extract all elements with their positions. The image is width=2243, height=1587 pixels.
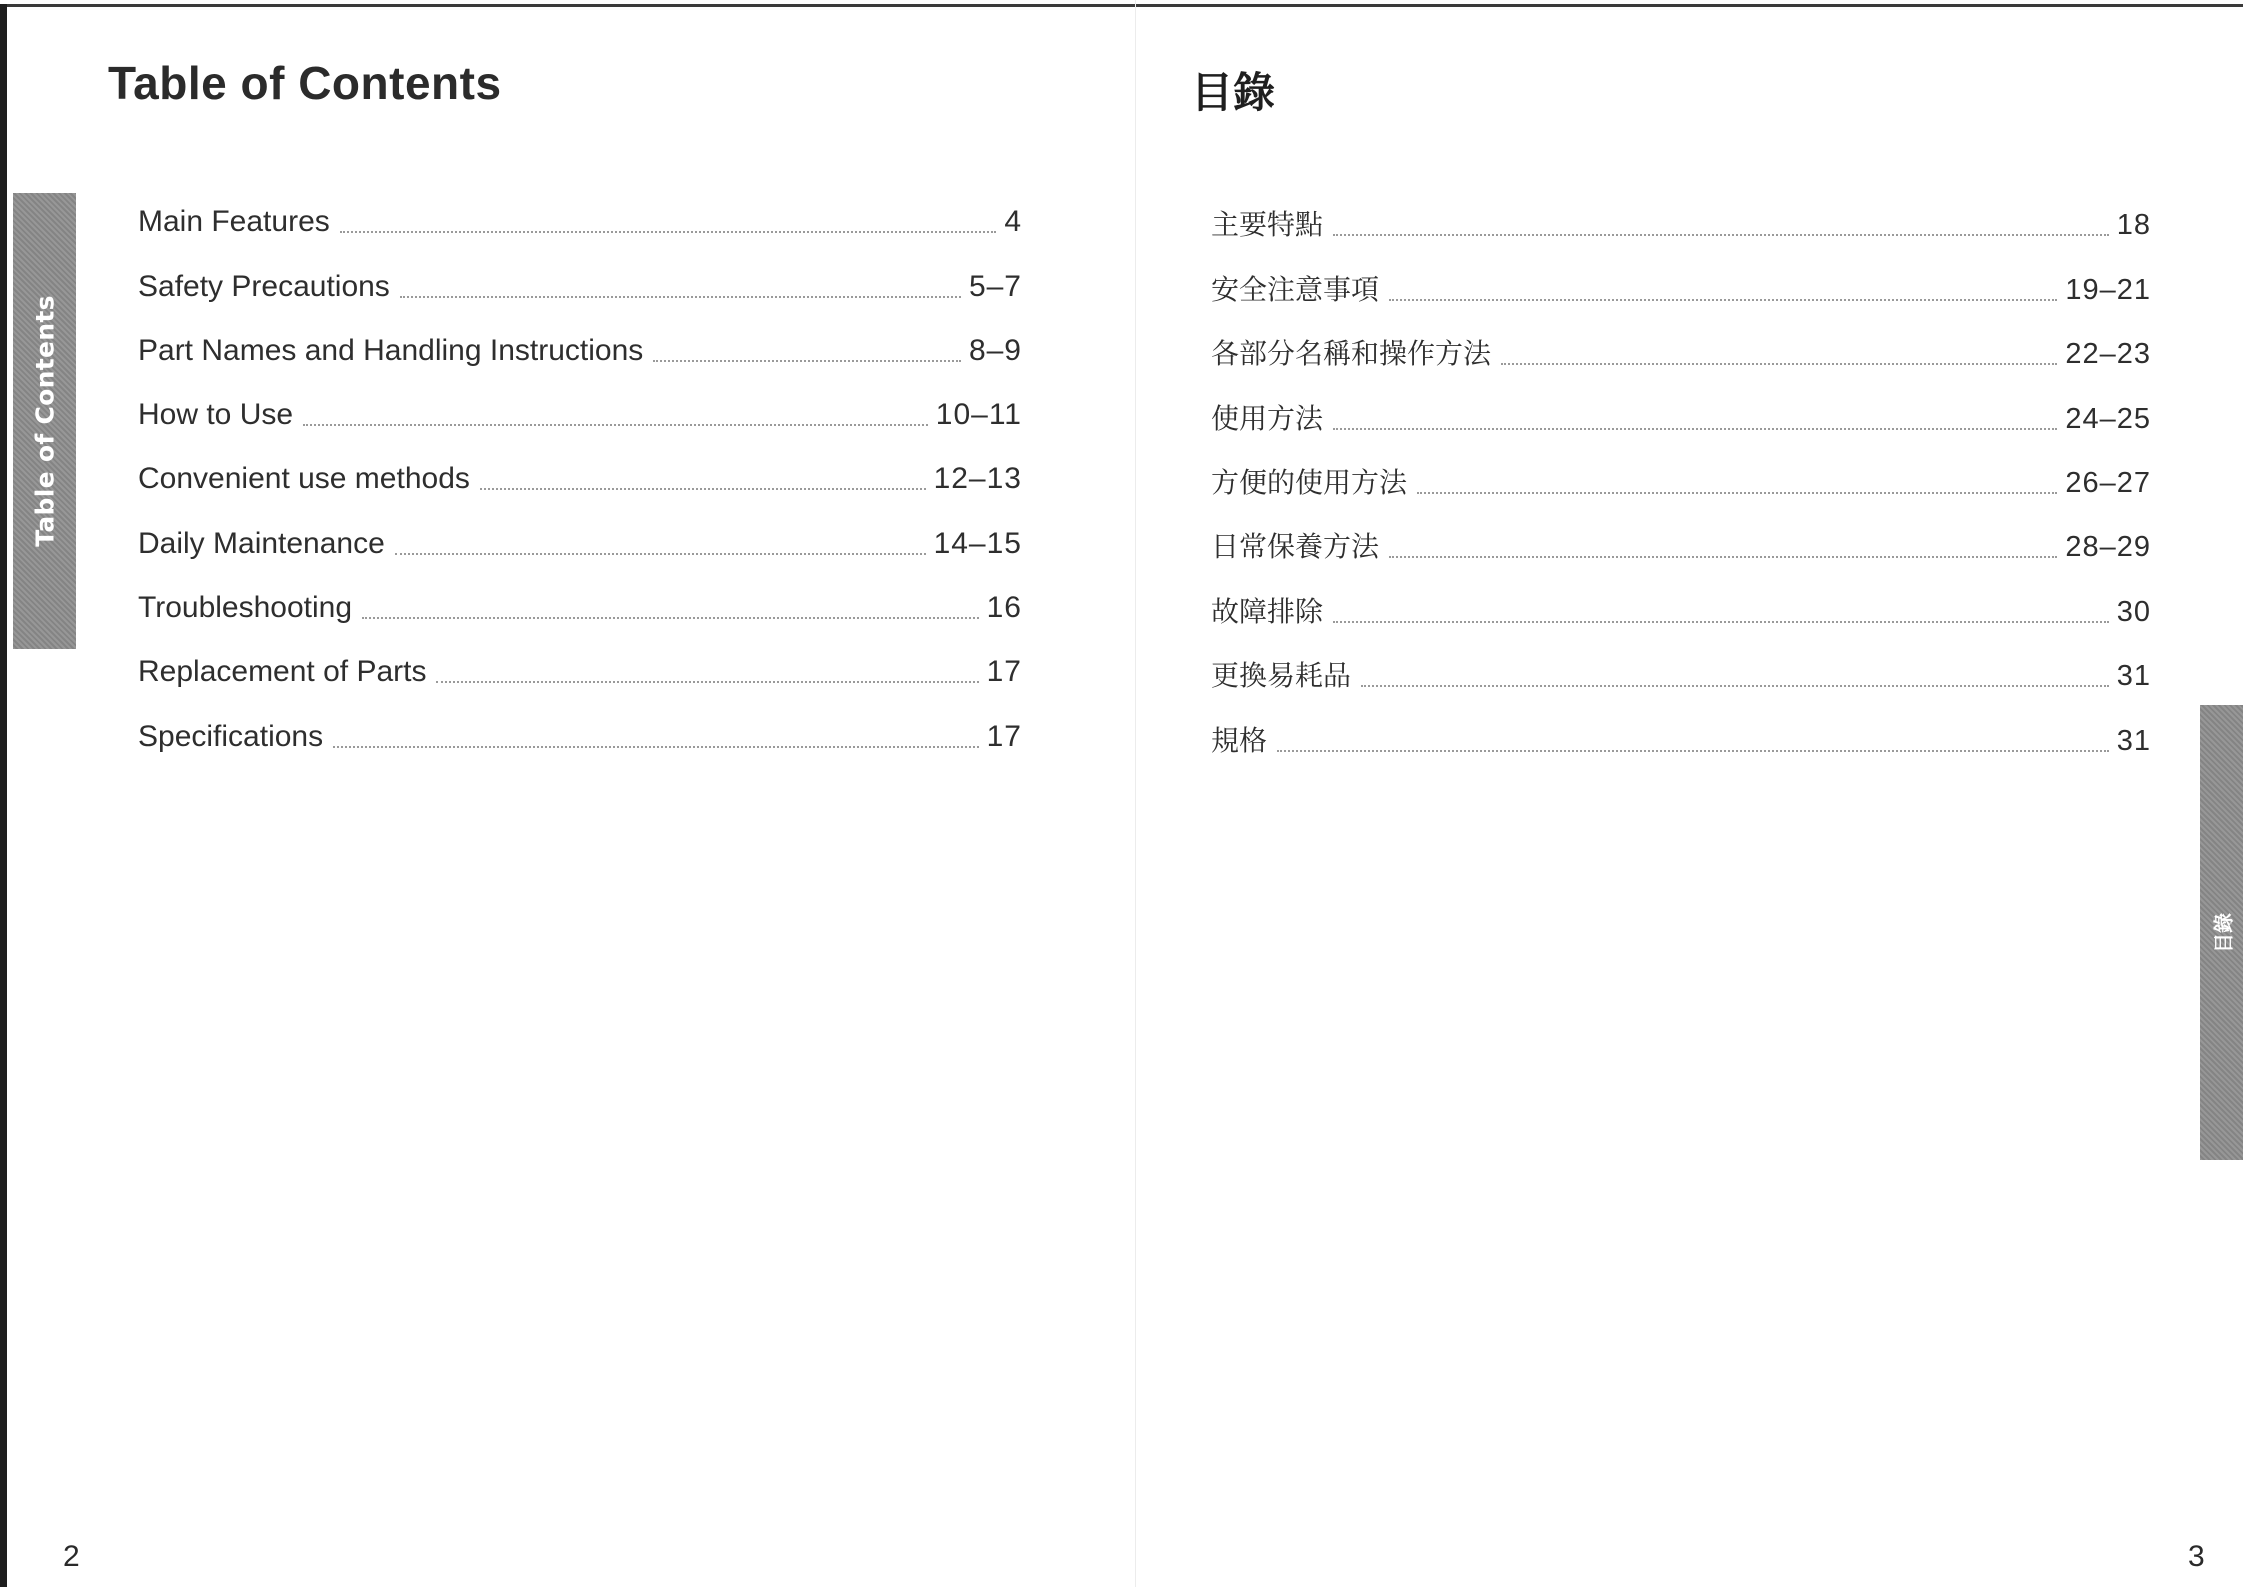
toc-entry-page: 30 (2116, 595, 2151, 628)
toc-entry-page: 8–9 (968, 333, 1022, 367)
toc-entry (138, 437, 1022, 501)
toc-entry-page: 26–27 (2065, 466, 2151, 499)
dot-leader (1361, 685, 2109, 687)
dot-leader (362, 617, 979, 619)
page-number: 2 (63, 1540, 80, 1573)
toc-entry (138, 309, 1022, 373)
section-tab-label: Table of Contents (30, 295, 59, 547)
dot-leader (436, 681, 978, 683)
toc-entry-page: 24–25 (2065, 402, 2151, 435)
dot-leader (1501, 363, 2057, 365)
toc-entry (1211, 505, 2151, 569)
toc-entry-page: 31 (2116, 724, 2151, 757)
page-title-chinese: 目錄 (1191, 68, 1276, 117)
toc-entry-page: 17 (986, 655, 1022, 689)
toc-entry-page: 17 (986, 719, 1022, 753)
toc-entry (1211, 183, 2151, 247)
toc-entry-page: 14–15 (933, 526, 1022, 560)
toc-entry-title: 更換易耗品 (1211, 659, 1352, 693)
page-title: Table of Contents (108, 57, 502, 109)
toc-entry (1211, 312, 2151, 376)
toc-entry-title: 故障排除 (1211, 594, 1324, 628)
toc-entry-page: 22–23 (2065, 338, 2151, 371)
toc-entry-title: 日常保養方法 (1211, 530, 1380, 564)
toc-entry-page: 28–29 (2065, 531, 2151, 564)
toc-entry (1211, 441, 2151, 505)
toc-entry-title: Convenient use methods (138, 462, 470, 496)
section-tab-english (13, 193, 76, 649)
toc-entry-title: 安全注意事項 (1211, 272, 1380, 306)
toc-entry-page: 31 (2116, 660, 2151, 693)
toc-entry (138, 630, 1022, 694)
toc-entry (1211, 376, 2151, 440)
dot-leader (1333, 234, 2109, 236)
toc-entry-title: Daily Maintenance (138, 526, 385, 560)
right-page (1136, 0, 2243, 1587)
toc-entry-title: Safety Precautions (138, 269, 390, 303)
dot-leader (1417, 492, 2057, 494)
dot-leader (1333, 428, 2057, 430)
dot-leader (303, 424, 928, 426)
toc-entry-page: 5–7 (968, 269, 1022, 303)
dot-leader (480, 488, 926, 490)
toc-entry (1211, 247, 2151, 311)
toc-list-english (138, 180, 1022, 759)
dot-leader (395, 553, 926, 555)
toc-entry-page: 19–21 (2065, 273, 2151, 306)
dot-leader (1277, 750, 2109, 752)
toc-entry-title: Specifications (138, 719, 324, 753)
toc-entry-title: How to Use (138, 398, 294, 432)
toc-entry (138, 180, 1022, 244)
section-tab-label: 目錄 (2211, 912, 2235, 953)
dot-leader (653, 360, 961, 362)
toc-entry-page: 12–13 (933, 462, 1022, 496)
toc-entry-page: 18 (2116, 209, 2151, 242)
toc-entry-title: 使用方法 (1211, 401, 1324, 435)
dot-leader (340, 231, 997, 233)
page-number: 3 (2188, 1540, 2205, 1573)
toc-entry (138, 694, 1022, 758)
toc-entry-title: Main Features (138, 205, 330, 239)
toc-entry (138, 244, 1022, 308)
section-tab-chinese (2200, 705, 2243, 1160)
dot-leader (1333, 621, 2109, 623)
dot-leader (1389, 299, 2057, 301)
toc-entry-title: 各部分名稱和操作方法 (1211, 337, 1492, 371)
toc-entry (138, 566, 1022, 630)
toc-entry-page: 4 (1004, 205, 1022, 239)
toc-entry (1211, 634, 2151, 698)
toc-entry-title: Replacement of Parts (138, 655, 427, 689)
toc-entry (1211, 569, 2151, 633)
toc-entry-title: 方便的使用方法 (1211, 465, 1408, 499)
toc-entry-title: Troubleshooting (138, 591, 353, 625)
toc-entry-title: Part Names and Handling Instructions (138, 333, 644, 367)
toc-entry (1211, 698, 2151, 762)
toc-list-chinese (1211, 183, 2151, 763)
toc-entry-title: 主要特點 (1211, 208, 1324, 242)
dot-leader (333, 746, 979, 748)
dot-leader (400, 296, 961, 298)
toc-entry (138, 373, 1022, 437)
toc-entry (138, 501, 1022, 565)
toc-entry-title: 規格 (1211, 723, 1268, 757)
toc-entry-page: 10–11 (935, 398, 1022, 432)
dot-leader (1389, 556, 2057, 558)
toc-entry-page: 16 (986, 591, 1022, 625)
